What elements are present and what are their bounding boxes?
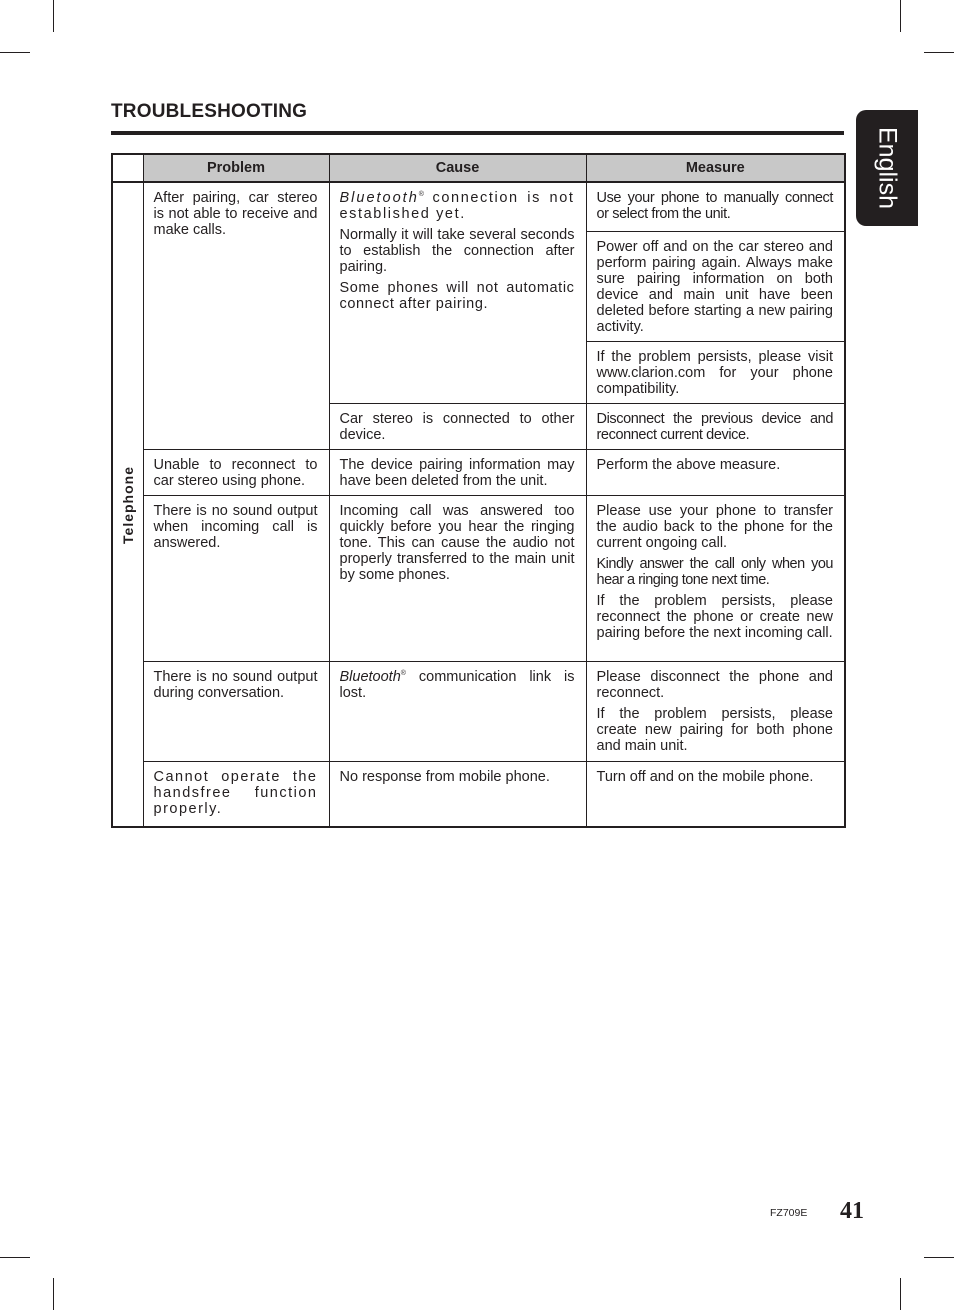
problem-cell bbox=[143, 661, 329, 761]
problem-cell bbox=[143, 449, 329, 495]
crop-mark bbox=[53, 1278, 54, 1310]
measure-text: If the problem persists, please visit www.clarion.com for your phone compatibility. bbox=[596, 348, 833, 397]
problem-text: There is no sound output when incoming call is answered. bbox=[153, 502, 318, 551]
bluetooth-term: Bluetooth bbox=[339, 668, 401, 685]
page-number: 41 bbox=[840, 1198, 864, 1224]
problem-text: Cannot operate the handsfree function properly. bbox=[153, 768, 318, 817]
cause-text: Incoming call was answered too quickly before you hear the ringing tone. This can cause the audio not properly transferred to the main unit by some phones. bbox=[339, 502, 575, 583]
crop-mark bbox=[0, 52, 30, 53]
bluetooth-term: Bluetooth bbox=[339, 190, 419, 206]
cause-text: No response from mobile phone. bbox=[339, 768, 550, 785]
measure-text: If the problem persists, please reconnect the phone or create new pairing before the next incoming call. bbox=[596, 592, 833, 641]
measure-text: If the problem persists, please create new pairing for both phone and main unit. bbox=[596, 705, 833, 754]
problem-cell bbox=[143, 182, 329, 449]
cause-text bbox=[340, 190, 575, 222]
measure-text: Turn off and on the mobile phone. bbox=[596, 768, 814, 785]
header-cause: Cause bbox=[329, 154, 586, 182]
measure-cell bbox=[586, 231, 845, 341]
measure-text: Disconnect the previous device and reconnect current device. bbox=[596, 410, 833, 443]
language-tab-label: English bbox=[873, 127, 902, 209]
table-row bbox=[112, 449, 845, 495]
cause-cell bbox=[329, 182, 586, 403]
cause-cell bbox=[329, 661, 586, 761]
problem-text: Unable to reconnect to car stereo using phone. bbox=[153, 456, 318, 489]
measure-cell bbox=[586, 403, 845, 449]
measure-cell bbox=[586, 341, 845, 403]
problem-cell bbox=[143, 495, 329, 661]
crop-mark bbox=[53, 0, 54, 32]
table-row bbox=[112, 661, 845, 761]
title-rule bbox=[111, 131, 844, 135]
crop-mark bbox=[924, 1257, 954, 1258]
crop-mark bbox=[900, 1278, 901, 1310]
measure-cell bbox=[586, 761, 845, 827]
crop-mark bbox=[0, 1257, 30, 1258]
table-row bbox=[112, 761, 845, 827]
problem-cell bbox=[143, 761, 329, 827]
measure-text: Perform the above measure. bbox=[596, 456, 781, 473]
model-code: FZ709E bbox=[770, 1207, 808, 1219]
troubleshooting-table bbox=[111, 153, 846, 828]
cause-cell bbox=[329, 403, 586, 449]
measure-text: Use your phone to manually connect or select from the unit. bbox=[596, 190, 833, 222]
measure-cell bbox=[586, 495, 845, 661]
crop-mark bbox=[924, 52, 954, 53]
cause-text bbox=[340, 669, 575, 701]
cause-cell bbox=[329, 761, 586, 827]
language-tab bbox=[856, 110, 918, 226]
section-title: TROUBLESHOOTING bbox=[111, 101, 308, 122]
category-cell bbox=[112, 182, 143, 827]
cause-text-tail: connection is not established yet. bbox=[339, 190, 575, 222]
registered-mark: ® bbox=[400, 669, 406, 677]
header-corner bbox=[112, 154, 143, 182]
measure-text: Please use your phone to transfer the audio back to the phone for the current ongoing call. bbox=[596, 502, 833, 551]
header-problem: Problem bbox=[143, 154, 329, 182]
cause-text-tail: communication link is lost. bbox=[339, 668, 575, 701]
problem-text: After pairing, car stereo is not able to receive and make calls. bbox=[153, 190, 318, 238]
table-row bbox=[112, 495, 845, 661]
crop-mark bbox=[900, 0, 901, 32]
cause-text: The device pairing information may have been deleted from the unit. bbox=[339, 456, 575, 489]
cause-text: Car stereo is connected to other device. bbox=[339, 410, 575, 443]
cause-text: Normally it will take several seconds to establish the connection after pairing. bbox=[339, 227, 575, 275]
cause-cell bbox=[329, 495, 586, 661]
problem-text: There is no sound output during conversation. bbox=[153, 668, 318, 701]
measure-text: Kindly answer the call only when you hear a ringing tone next time. bbox=[596, 555, 833, 588]
header-measure: Measure bbox=[586, 154, 845, 182]
category-label: Telephone bbox=[119, 465, 136, 544]
measure-cell bbox=[586, 449, 845, 495]
registered-mark: ® bbox=[418, 191, 424, 198]
cause-text: Some phones will not automatic connect after pairing. bbox=[339, 280, 575, 312]
measure-cell bbox=[586, 661, 845, 761]
measure-cell bbox=[586, 182, 845, 231]
table-header-row bbox=[112, 154, 845, 182]
cause-cell bbox=[329, 449, 586, 495]
table-row bbox=[112, 182, 845, 231]
measure-text: Please disconnect the phone and reconnect. bbox=[596, 668, 833, 701]
measure-text: Power off and on the car stereo and perform pairing again. Always make sure pairing information on both device and main unit have been deleted before starting a new pairing activity. bbox=[596, 238, 833, 335]
